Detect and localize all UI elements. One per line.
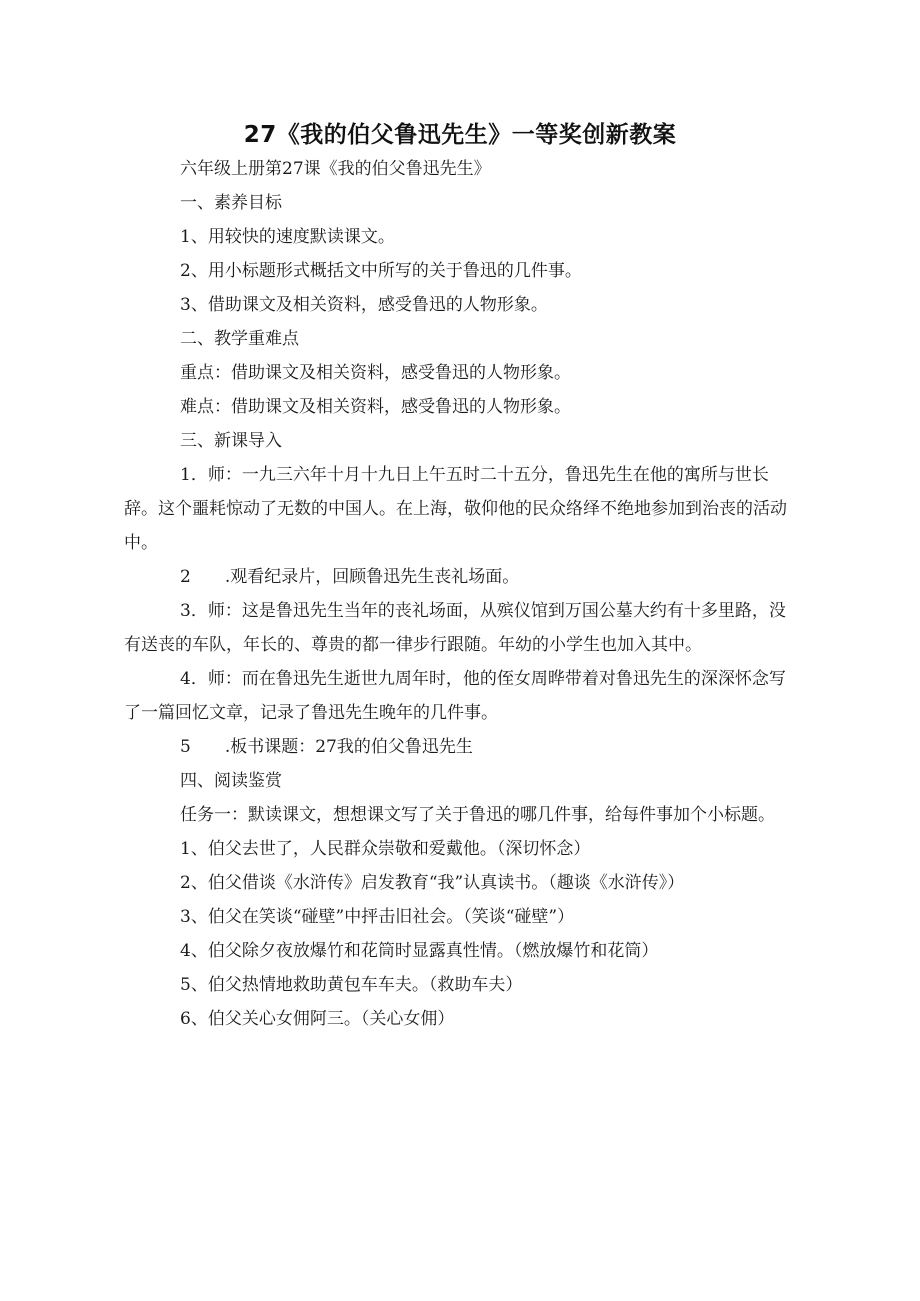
event-item-4: 4、伯父除夕夜放爆竹和花筒时显露真性情。（燃放爆竹和花筒） [180,941,659,961]
goal-item-2: 2、用小标题形式概括文中所写的关于鲁迅的几件事。 [180,261,582,281]
goal-item-1: 1、用较快的速度默读课文。 [180,227,395,247]
section-heading-goals: 一、素养目标 [180,193,282,213]
intro-step-2 [180,560,790,594]
difficult-point: 难点：借助课文及相关资料，感受鲁迅的人物形象。 [180,397,571,417]
section-heading-intro: 三、新课导入 [180,431,282,451]
goal-item-3: 3、借助课文及相关资料，感受鲁迅的人物形象。 [180,295,548,315]
key-point: 重点：借助课文及相关资料，感受鲁迅的人物形象。 [180,363,571,383]
intro-step-4: 4．师：而在鲁迅先生逝世九周年时，他的侄女周晔带着对鲁迅先生的深深怀念写了一篇回忆文章，记录了鲁迅先生晚年的几件事。 [124,669,786,723]
lesson-subtitle: 六年级上册第27课《我的伯父鲁迅先生》 [180,159,491,179]
task-one: 任务一：默读课文，想想课文写了关于鲁迅的哪几件事，给每件事加个小标题。 [180,805,775,825]
intro-step-5-number: 5 [180,737,191,757]
document-title: 27《我的伯父鲁迅先生》一等奖创新教案 [243,122,677,148]
event-item-1: 1、伯父去世了，人民群众崇敬和爱戴他。（深切怀念） [180,839,591,859]
intro-step-2-text: .观看纪录片，回顾鲁迅先生丧礼场面。 [224,567,520,587]
intro-step-5-text: .板书课题：27我的伯父鲁迅先生 [224,737,473,757]
intro-step-2-number: 2 [180,567,191,587]
event-item-2: 2、伯父借谈《水浒传》启发教育“我”认真读书。（趣谈《水浒传》） [180,873,685,893]
document-body [124,152,790,1036]
event-item-5: 5、伯父热情地救助黄包车车夫。（救助车夫） [180,975,523,995]
event-item-3: 3、伯父在笑谈“碰壁”中抨击旧社会。（笑谈“碰壁”） [180,907,575,927]
section-heading-focus: 二、教学重难点 [180,329,299,349]
event-item-6: 6、伯父关心女佣阿三。（关心女佣） [180,1009,455,1029]
intro-step-1: 1．师：一九三六年十月十九日上午五时二十五分，鲁迅先生在他的寓所与世长辞。这个噩耗惊动了无数的中国人。在上海，敬仰他的民众络绎不绝地参加到治丧的活动中。 [124,465,787,553]
intro-step-5 [180,730,790,764]
intro-step-3: 3．师：这是鲁迅先生当年的丧礼场面，从殡仪馆到万国公墓大约有十多里路，没有送丧的车队，年长的、尊贵的都一律步行跟随。年幼的小学生也加入其中。 [124,601,786,655]
section-heading-reading: 四、阅读鉴赏 [180,771,282,791]
